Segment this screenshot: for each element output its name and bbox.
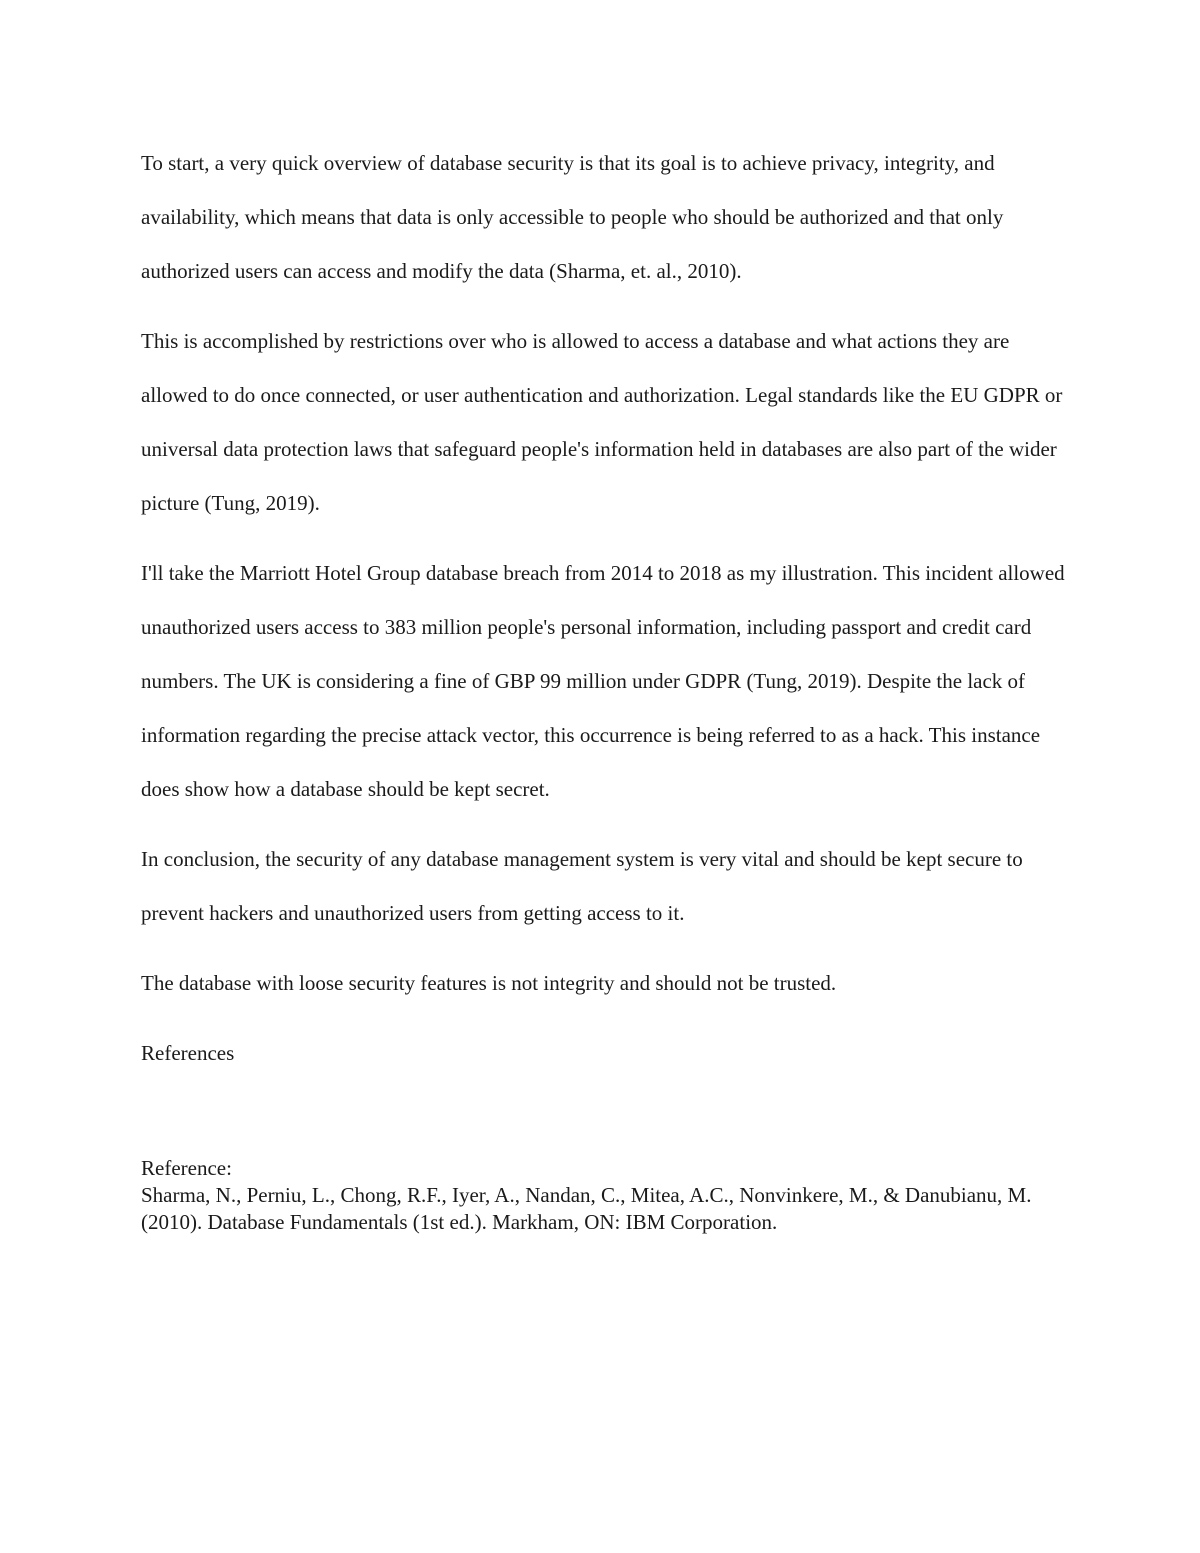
paragraph-trust: The database with loose security features is not integrity and should not be trusted. [141, 971, 837, 995]
reference-label: Reference: [141, 1156, 232, 1180]
paragraph-conclusion: In conclusion, the security of any database management system is very vital and should be kept secure to prevent hackers and unauthorized users from getting access to it. [141, 847, 1023, 925]
paragraph-overview: To start, a very quick overview of database security is that its goal is to achieve privacy, integrity, and availability, which means that data is only accessible to people who should be authorized and that only authorized users can access and modify the data (Sharma, et. al., 2010). [141, 151, 1004, 283]
paragraph-marriott-breach: I'll take the Marriott Hotel Group database breach from 2014 to 2018 as my illustration. This incident allowed unauthorized users access to 383 million people's personal information, including passport and credit card numbers. The UK is considering a fine of GBP 99 million under GDPR (Tung, 2019). Despite the lack of information regarding the precise attack vector, this occurrence is being referred to as a hack. This instance does show how a database should be kept secret. [141, 561, 1065, 801]
reference-entry: Sharma, N., Perniu, L., Chong, R.F., Iyer, A., Nandan, C., Mitea, A.C., Nonvinkere, M., & Danubianu, M. (2010). Database Fundamentals (1st ed.). Markham, ON: IBM Corporation. [141, 1183, 1032, 1234]
reference-block [141, 1155, 1066, 1236]
references-heading: References [141, 1041, 235, 1065]
paragraph-access-control: This is accomplished by restrictions over who is allowed to access a database and what actions they are allowed to do once connected, or user authentication and authorization. Legal standards like the EU GDPR or universal data protection laws that safeguard people's information held in databases are also part of the wider picture (Tung, 2019). [141, 329, 1063, 515]
document-body [141, 136, 1066, 1080]
